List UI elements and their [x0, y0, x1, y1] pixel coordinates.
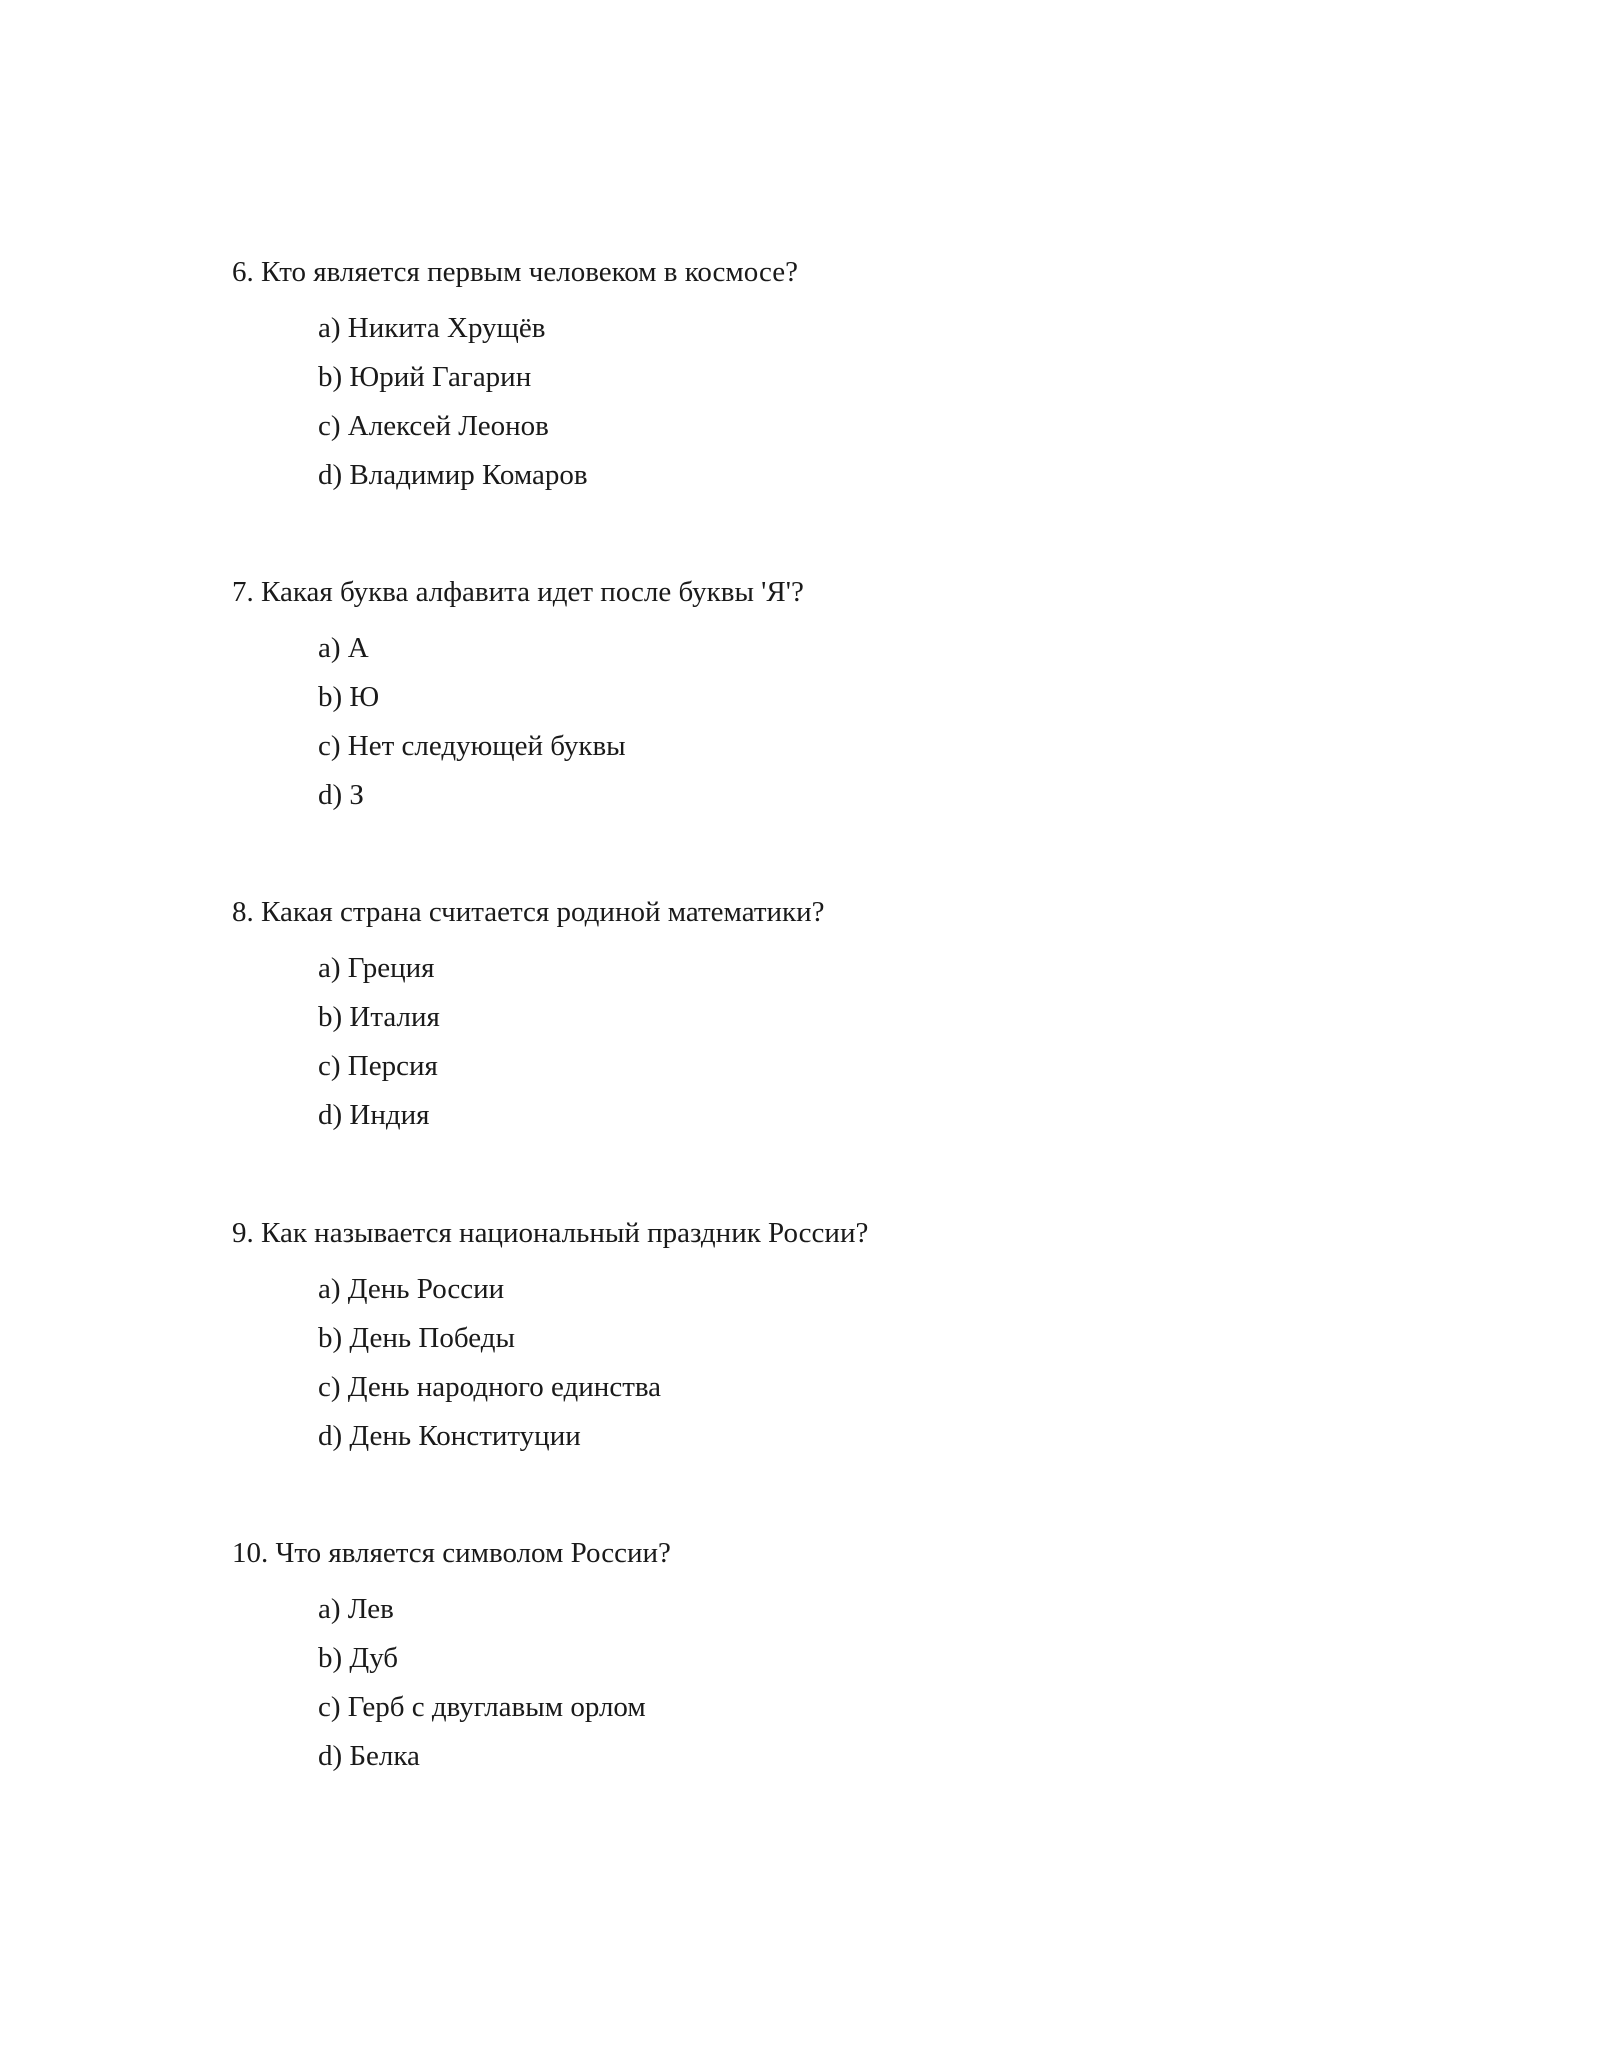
- question-6: [232, 254, 1432, 506]
- answer-option: d) Индия: [318, 1099, 430, 1131]
- question-text: 7. Какая буква алфавита идет после буквы 'Я'?: [232, 576, 804, 608]
- answer-option: a) Греция: [318, 952, 435, 984]
- answer-option: c) Алексей Леонов: [318, 410, 549, 442]
- answer-option: a) Никита Хрущёв: [318, 312, 546, 344]
- answer-option: b) Ю: [318, 681, 380, 713]
- answer-option: c) День народного единства: [318, 1371, 662, 1403]
- answer-option: a) А: [318, 632, 369, 664]
- answer-option: c) Персия: [318, 1050, 438, 1082]
- question-text: 6. Кто является первым человеком в космосе?: [232, 256, 798, 288]
- answer-option: b) Италия: [318, 1001, 440, 1033]
- question-8: [232, 894, 1432, 1146]
- question-9: [232, 1215, 1432, 1467]
- answer-option: d) Владимир Комаров: [318, 459, 588, 491]
- answer-option: a) Лев: [318, 1593, 394, 1625]
- answer-option: c) Нет следующей буквы: [318, 730, 626, 762]
- answer-options: [232, 950, 1432, 1146]
- answer-options: [232, 1271, 1432, 1467]
- question-10: [232, 1535, 1432, 1787]
- answer-options: [232, 310, 1432, 506]
- answer-option: c) Герб с двуглавым орлом: [318, 1691, 646, 1723]
- question-text: 8. Какая страна считается родиной математики?: [232, 896, 825, 928]
- answer-option: d) День Конституции: [318, 1420, 581, 1452]
- question-7: [232, 574, 1432, 826]
- question-text: 9. Как называется национальный праздник России?: [232, 1217, 869, 1249]
- answer-option: a) День России: [318, 1273, 505, 1305]
- answer-option: b) Юрий Гагарин: [318, 361, 532, 393]
- answer-option: b) Дуб: [318, 1642, 399, 1674]
- answer-option: d) З: [318, 779, 364, 811]
- answer-options: [232, 630, 1432, 826]
- question-text: 10. Что является символом России?: [232, 1537, 671, 1569]
- answer-option: d) Белка: [318, 1740, 420, 1772]
- answer-options: [232, 1591, 1432, 1787]
- answer-option: b) День Победы: [318, 1322, 515, 1354]
